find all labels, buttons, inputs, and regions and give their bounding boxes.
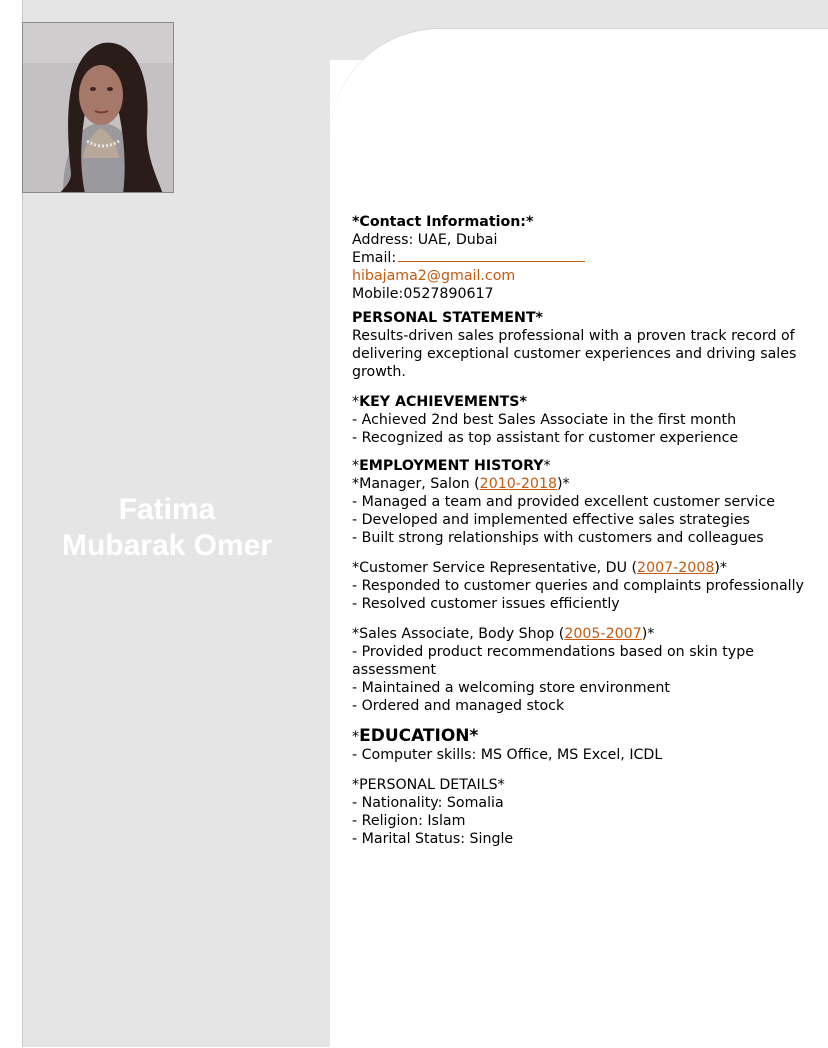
list-item: - Computer skills: MS Office, MS Excel, ICDL bbox=[352, 747, 663, 763]
employment-heading-row bbox=[352, 457, 814, 475]
last-name: Mubarak Omer bbox=[61, 529, 273, 562]
education-heading-row bbox=[352, 727, 814, 746]
job-title-text: *Sales Associate, Body Shop ( bbox=[352, 626, 565, 642]
job-title-suffix: )* bbox=[557, 476, 570, 492]
list-item: - Nationality: Somalia bbox=[352, 795, 504, 811]
list-item: - Provided product recommendations based on skin type assessment bbox=[352, 644, 754, 678]
first-name: Fatima bbox=[118, 493, 216, 526]
resume-content bbox=[352, 213, 814, 848]
list-item: - Recognized as top assistant for customer experience bbox=[352, 430, 739, 446]
list-item: - Resolved customer issues efficiently bbox=[352, 596, 620, 612]
education-heading: EDUCATION* bbox=[359, 726, 479, 746]
employment-heading: EMPLOYMENT HISTORY bbox=[359, 458, 544, 474]
portrait-image bbox=[23, 23, 174, 193]
job-entry bbox=[352, 475, 814, 547]
job-title bbox=[352, 475, 814, 493]
job-years-link[interactable]: 2010-2018 bbox=[479, 476, 558, 492]
contact-mobile: Mobile:0527890617 bbox=[352, 286, 494, 302]
job-title-suffix: )* bbox=[641, 626, 655, 642]
heading-prefix: * bbox=[352, 394, 360, 410]
job-years-link[interactable]: 2007-2008 bbox=[637, 560, 715, 576]
key-achievements-heading-row bbox=[352, 393, 814, 411]
contact-heading: *Contact Information:* bbox=[352, 214, 534, 230]
list-item: - Religion: Islam bbox=[352, 813, 466, 829]
job-years-link[interactable]: 2005-2007 bbox=[564, 626, 642, 642]
candidate-name bbox=[22, 492, 312, 564]
education-section bbox=[352, 727, 814, 764]
job-title bbox=[352, 625, 814, 643]
email-underline bbox=[398, 249, 585, 262]
employment-section bbox=[352, 457, 814, 715]
personal-statement-text: Results-driven sales professional with a proven track record of delivering exceptional customer experiences and driving sales growth. bbox=[352, 328, 797, 380]
key-achievements-section bbox=[352, 393, 814, 447]
job-entry bbox=[352, 559, 814, 613]
heading-suffix: * bbox=[543, 458, 551, 474]
job-title-suffix: )* bbox=[714, 560, 728, 576]
contact-email-link[interactable]: hibajama2@gmail.com bbox=[352, 268, 516, 284]
contact-address: Address: UAE, Dubai bbox=[352, 232, 498, 248]
list-item: - Maintained a welcoming store environment bbox=[352, 680, 670, 696]
personal-statement-heading: PERSONAL STATEMENT* bbox=[352, 310, 543, 326]
list-item: - Managed a team and provided excellent customer service bbox=[352, 494, 775, 510]
contact-section bbox=[352, 213, 814, 303]
list-item: - Ordered and managed stock bbox=[352, 698, 565, 714]
job-title bbox=[352, 559, 814, 577]
list-item: - Responded to customer queries and complaints professionally bbox=[352, 578, 804, 594]
list-item: - Built strong relationships with customers and colleagues bbox=[352, 530, 764, 546]
key-achievements-heading: KEY ACHIEVEMENTS* bbox=[359, 394, 527, 410]
profile-photo bbox=[22, 22, 174, 193]
job-title-text: *Customer Service Representative, DU ( bbox=[352, 560, 638, 576]
list-item: - Developed and implemented effective sales strategies bbox=[352, 512, 750, 528]
personal-details-section bbox=[352, 776, 814, 848]
heading-prefix: * bbox=[352, 458, 360, 474]
email-label: Email: bbox=[352, 250, 397, 266]
list-item: - Marital Status: Single bbox=[352, 831, 514, 847]
job-title-text: *Manager, Salon ( bbox=[352, 476, 480, 492]
contact-email-row bbox=[352, 249, 814, 267]
list-item: - Achieved 2nd best Sales Associate in the first month bbox=[352, 412, 737, 428]
job-entry bbox=[352, 625, 814, 715]
heading-prefix: * bbox=[352, 729, 360, 745]
personal-statement-section bbox=[352, 309, 814, 381]
personal-details-heading: *PERSONAL DETAILS* bbox=[352, 777, 505, 793]
